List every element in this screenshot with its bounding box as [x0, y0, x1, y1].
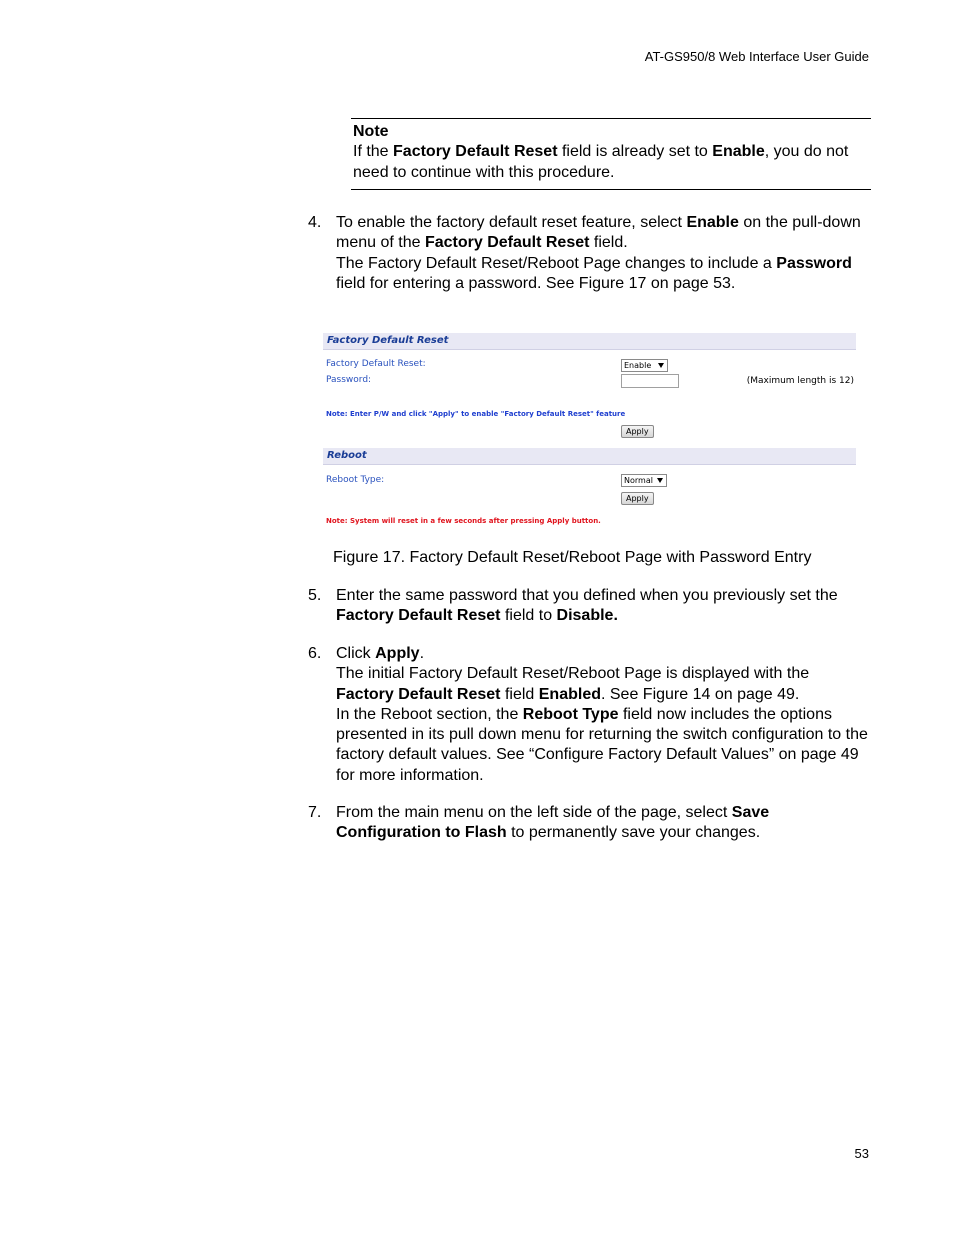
fdr-select[interactable]: Enable: [621, 359, 668, 372]
reboot-apply-button[interactable]: Apply: [621, 492, 654, 505]
step-4: [308, 213, 870, 294]
step-number: 6.: [308, 645, 322, 662]
step-7: [308, 803, 870, 844]
step-text: Enter the same password that you defined when you previously set the Factory Default Reset field to Disable.: [336, 587, 838, 625]
fdr-section-title: Factory Default Reset: [327, 335, 449, 346]
note-bold: Factory Default Reset: [393, 143, 558, 160]
figure-caption: Figure 17. Factory Default Reset/Reboot Page with Password Entry: [333, 549, 812, 566]
chevron-down-icon: [658, 363, 664, 368]
note-box: [351, 118, 871, 190]
step-number: 5.: [308, 587, 322, 604]
step-number: 4.: [308, 214, 322, 231]
note-text: field is already set to: [557, 143, 713, 160]
note-title: Note: [353, 123, 389, 140]
reboot-section-title: Reboot: [327, 450, 367, 461]
page-number: 53: [854, 1146, 869, 1161]
step-text: From the main menu on the left side of the page, select Save Configuration to Flash to permanently save your changes.: [336, 804, 770, 842]
password-input[interactable]: [621, 374, 679, 388]
note-text: , you do not need to continue with this procedure.: [353, 143, 849, 181]
reset-warning-note: Note: System will reset in a few seconds after pressing Apply button.: [326, 517, 601, 525]
reboot-type-label: Reboot Type:: [326, 475, 385, 485]
reboot-type-select[interactable]: Normal: [621, 474, 667, 487]
max-length-hint: (Maximum length is 12): [746, 376, 854, 386]
step-6: [308, 644, 870, 786]
fdr-section-header: [323, 333, 856, 350]
reboot-section-header: [323, 448, 856, 465]
note-bold: Enable: [712, 143, 765, 160]
apply-button[interactable]: Apply: [621, 425, 654, 438]
factory-reset-screenshot: [323, 331, 857, 531]
step-text: To enable the factory default reset feature, select Enable on the pull-down menu of the Factory Default Reset field. The Factory Default Reset/Reboot Page changes to include a Password field for entering a password. See Figure 17 on page 53.: [336, 214, 861, 292]
enable-note: Note: Enter P/W and click "Apply" to enable "Factory Default Reset" feature: [326, 410, 626, 418]
password-label: Password:: [326, 375, 372, 385]
step-number: 7.: [308, 804, 322, 821]
step-5: [308, 586, 870, 627]
note-body: [353, 142, 871, 183]
fdr-label: Factory Default Reset:: [326, 359, 426, 369]
running-header: AT-GS950/8 Web Interface User Guide: [644, 49, 869, 64]
chevron-down-icon: [657, 478, 663, 483]
note-text: If the: [353, 143, 394, 160]
step-text: Click Apply. The initial Factory Default Reset/Reboot Page is displayed with the Factory Default Reset field Enabled. See Figure 14 on page 49. In the Reboot section, the Reboot Type field now includes the options presented in its pull down menu for returning the switch configuration to the factory default values. See “Configure Factory Default Values” on page 49 for more information.: [336, 645, 868, 784]
